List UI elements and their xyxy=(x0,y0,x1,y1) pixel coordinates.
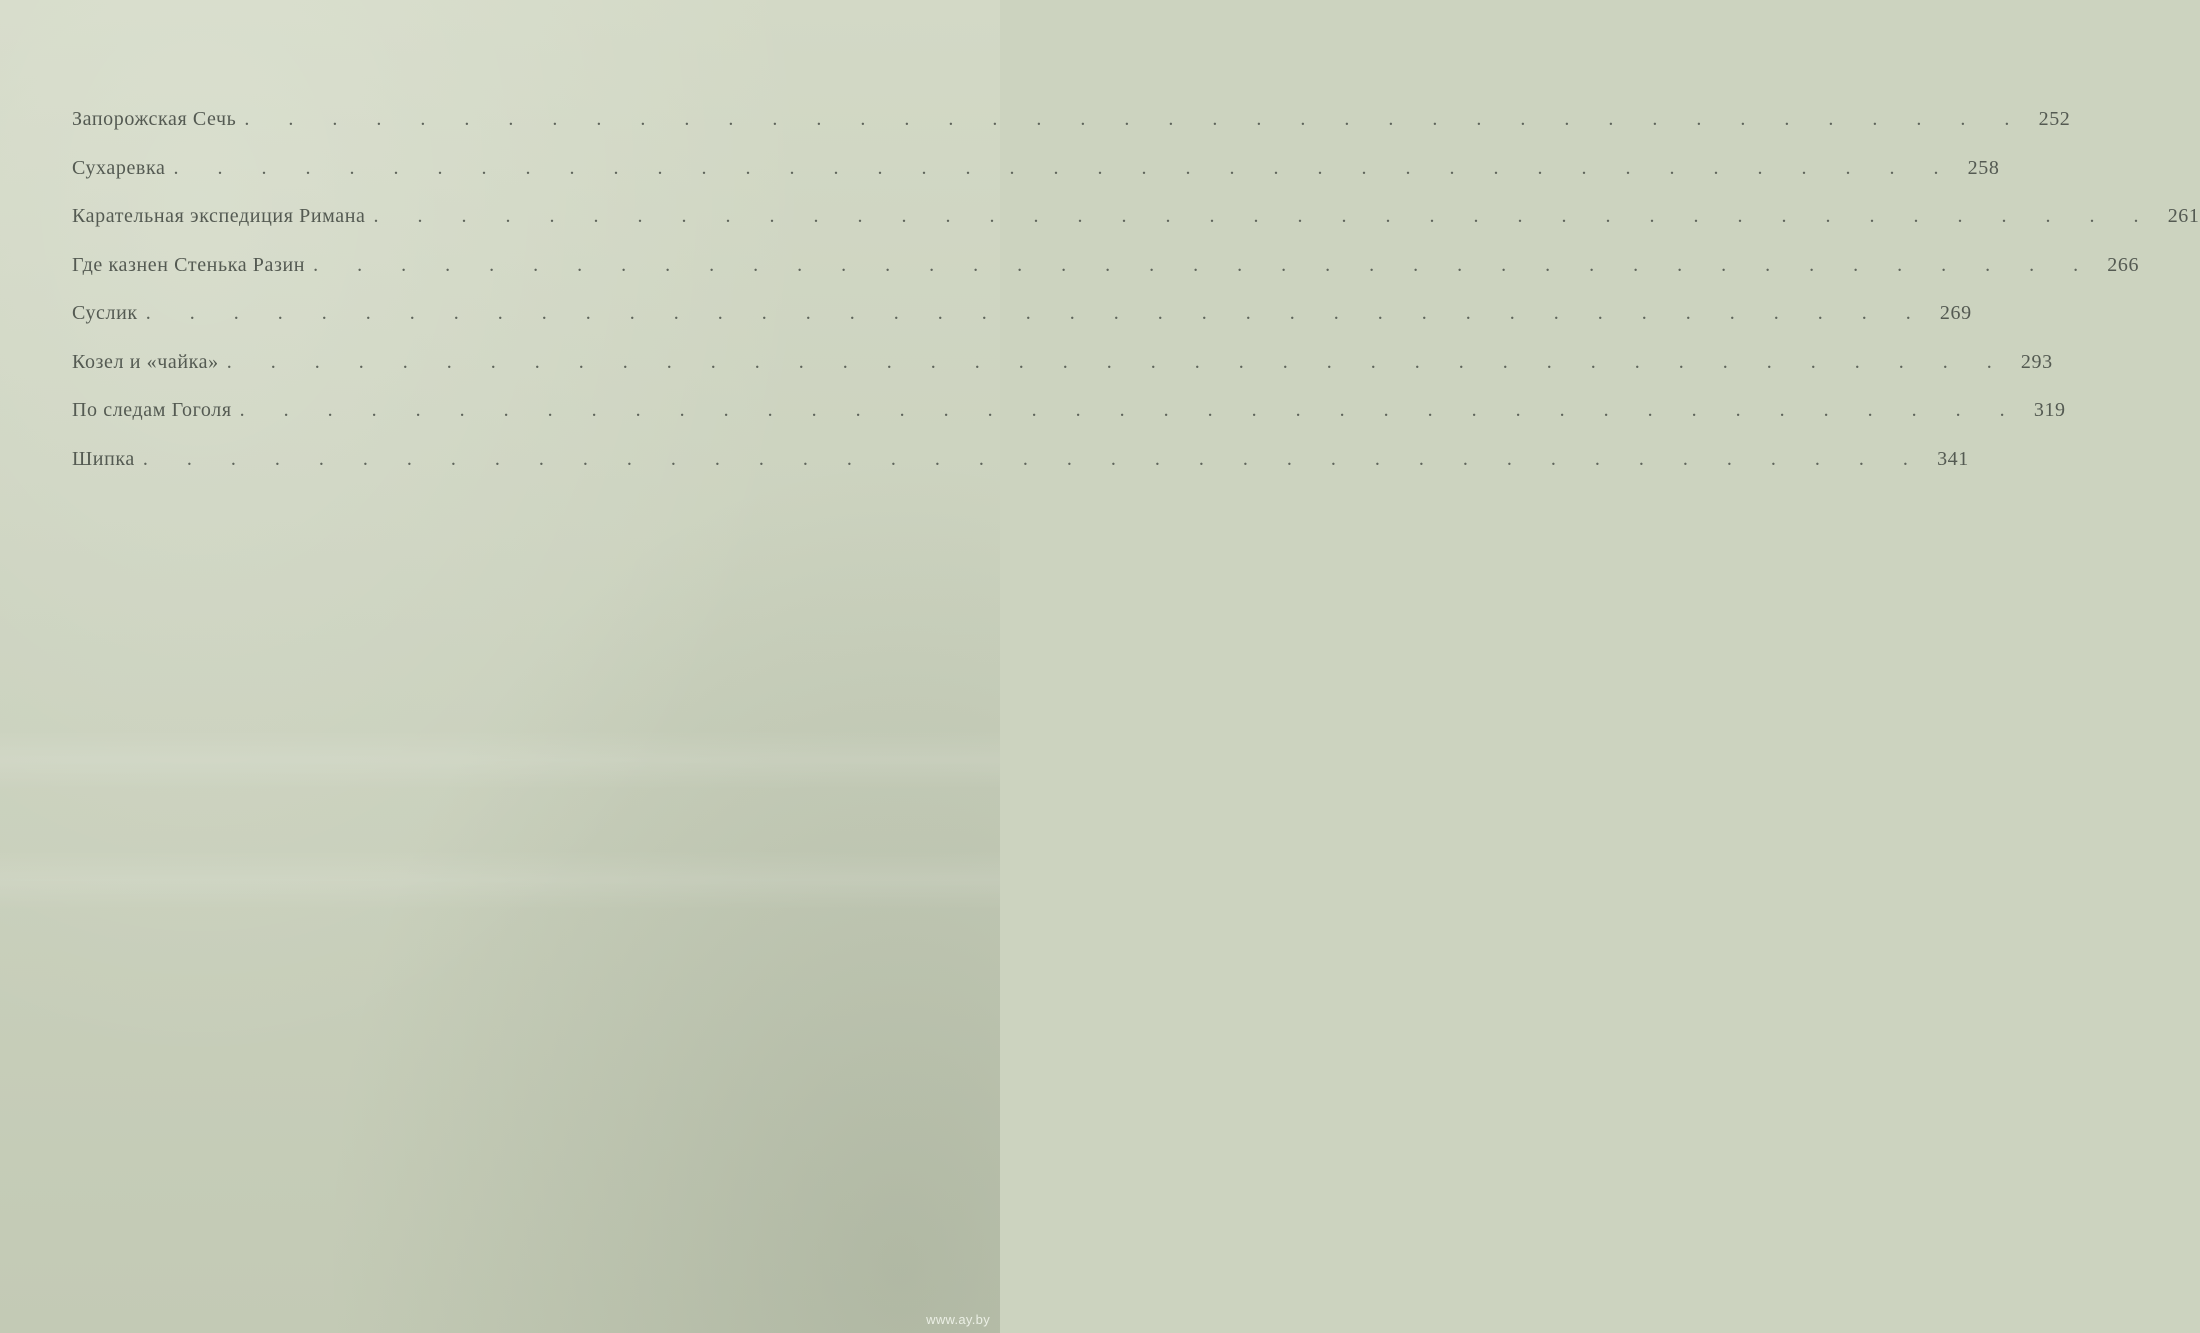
toc-entry-page: 258 xyxy=(1967,156,2000,179)
toc-entry xyxy=(72,399,2066,448)
page-shading xyxy=(0,850,1000,910)
page-shading xyxy=(0,730,1000,790)
toc-entry-title: Суслик xyxy=(72,302,138,324)
toc-leader-dots: . . . . . . . . . . . . . . . . . . . . . . . . . . . . . . . . . . . . . . . . . xyxy=(226,350,2009,373)
toc-leader-dots: . . . . . . . . . . . . . . . . . . . . . . . . . . . . . . . . . . . . . . . . . xyxy=(244,108,2027,130)
toc-leader-dots: . . . . . . . . . . . . . . . . . . . . . . . . . . . . . . . . . . . . . . . . . xyxy=(145,302,1928,324)
toc-entry-page: 319 xyxy=(2033,399,2066,421)
toc-leader-dots: . . . . . . . . . . . . . . . . . . . . . . . . . . . . . . . . . . . . . . . . . xyxy=(239,399,2022,421)
toc-leader-dots: . . . . . . . . . . . . . . . . . . . . . . . . . . . . . . . . . . . . . . . . . xyxy=(173,156,1956,179)
toc-entry-title: Запорожская Сечь xyxy=(72,108,237,130)
toc-leader-dots: . . . . . . . . . . . . . . . . . . . . . . . . . . . . . . . . . . . . . . . . . xyxy=(142,447,1925,470)
toc-entry-page: 266 xyxy=(2107,253,2140,276)
toc-entry xyxy=(72,108,2071,157)
toc-entry-title: Сухаревка xyxy=(72,156,166,179)
toc-entry-page: 252 xyxy=(2038,108,2071,130)
table-of-contents xyxy=(72,108,2200,496)
toc-leader-dots: . . . . . . . . . . . . . . . . . . . . . . . . . . . . . . . . . . . . . . . . . xyxy=(313,253,2096,276)
toc-entry-title: Козел и «чайка» xyxy=(72,350,219,373)
toc-entry xyxy=(72,205,2200,254)
toc-entry-page: 293 xyxy=(2020,350,2053,373)
toc-entry xyxy=(72,156,2000,206)
toc-entry-title: Шипка xyxy=(72,447,135,470)
toc-entry xyxy=(72,350,2053,400)
toc-entry-title: Карательная экспедиция Римана xyxy=(72,205,366,227)
toc-entry xyxy=(72,302,1972,351)
toc-entry-title: По следам Гоголя xyxy=(72,399,232,421)
toc-leader-dots: . . . . . . . . . . . . . . . . . . . . . . . . . . . . . . . . . . . . . . . . . xyxy=(373,205,2156,227)
toc-entry xyxy=(72,253,2140,303)
toc-entry-page: 261 xyxy=(2167,205,2200,227)
toc-entry xyxy=(72,447,1969,497)
toc-entry-page: 269 xyxy=(1939,302,1972,324)
toc-entry-title: Где казнен Стенька Разин xyxy=(72,253,306,276)
watermark: www.ay.by xyxy=(926,1312,990,1327)
toc-entry-page: 341 xyxy=(1937,447,1969,470)
